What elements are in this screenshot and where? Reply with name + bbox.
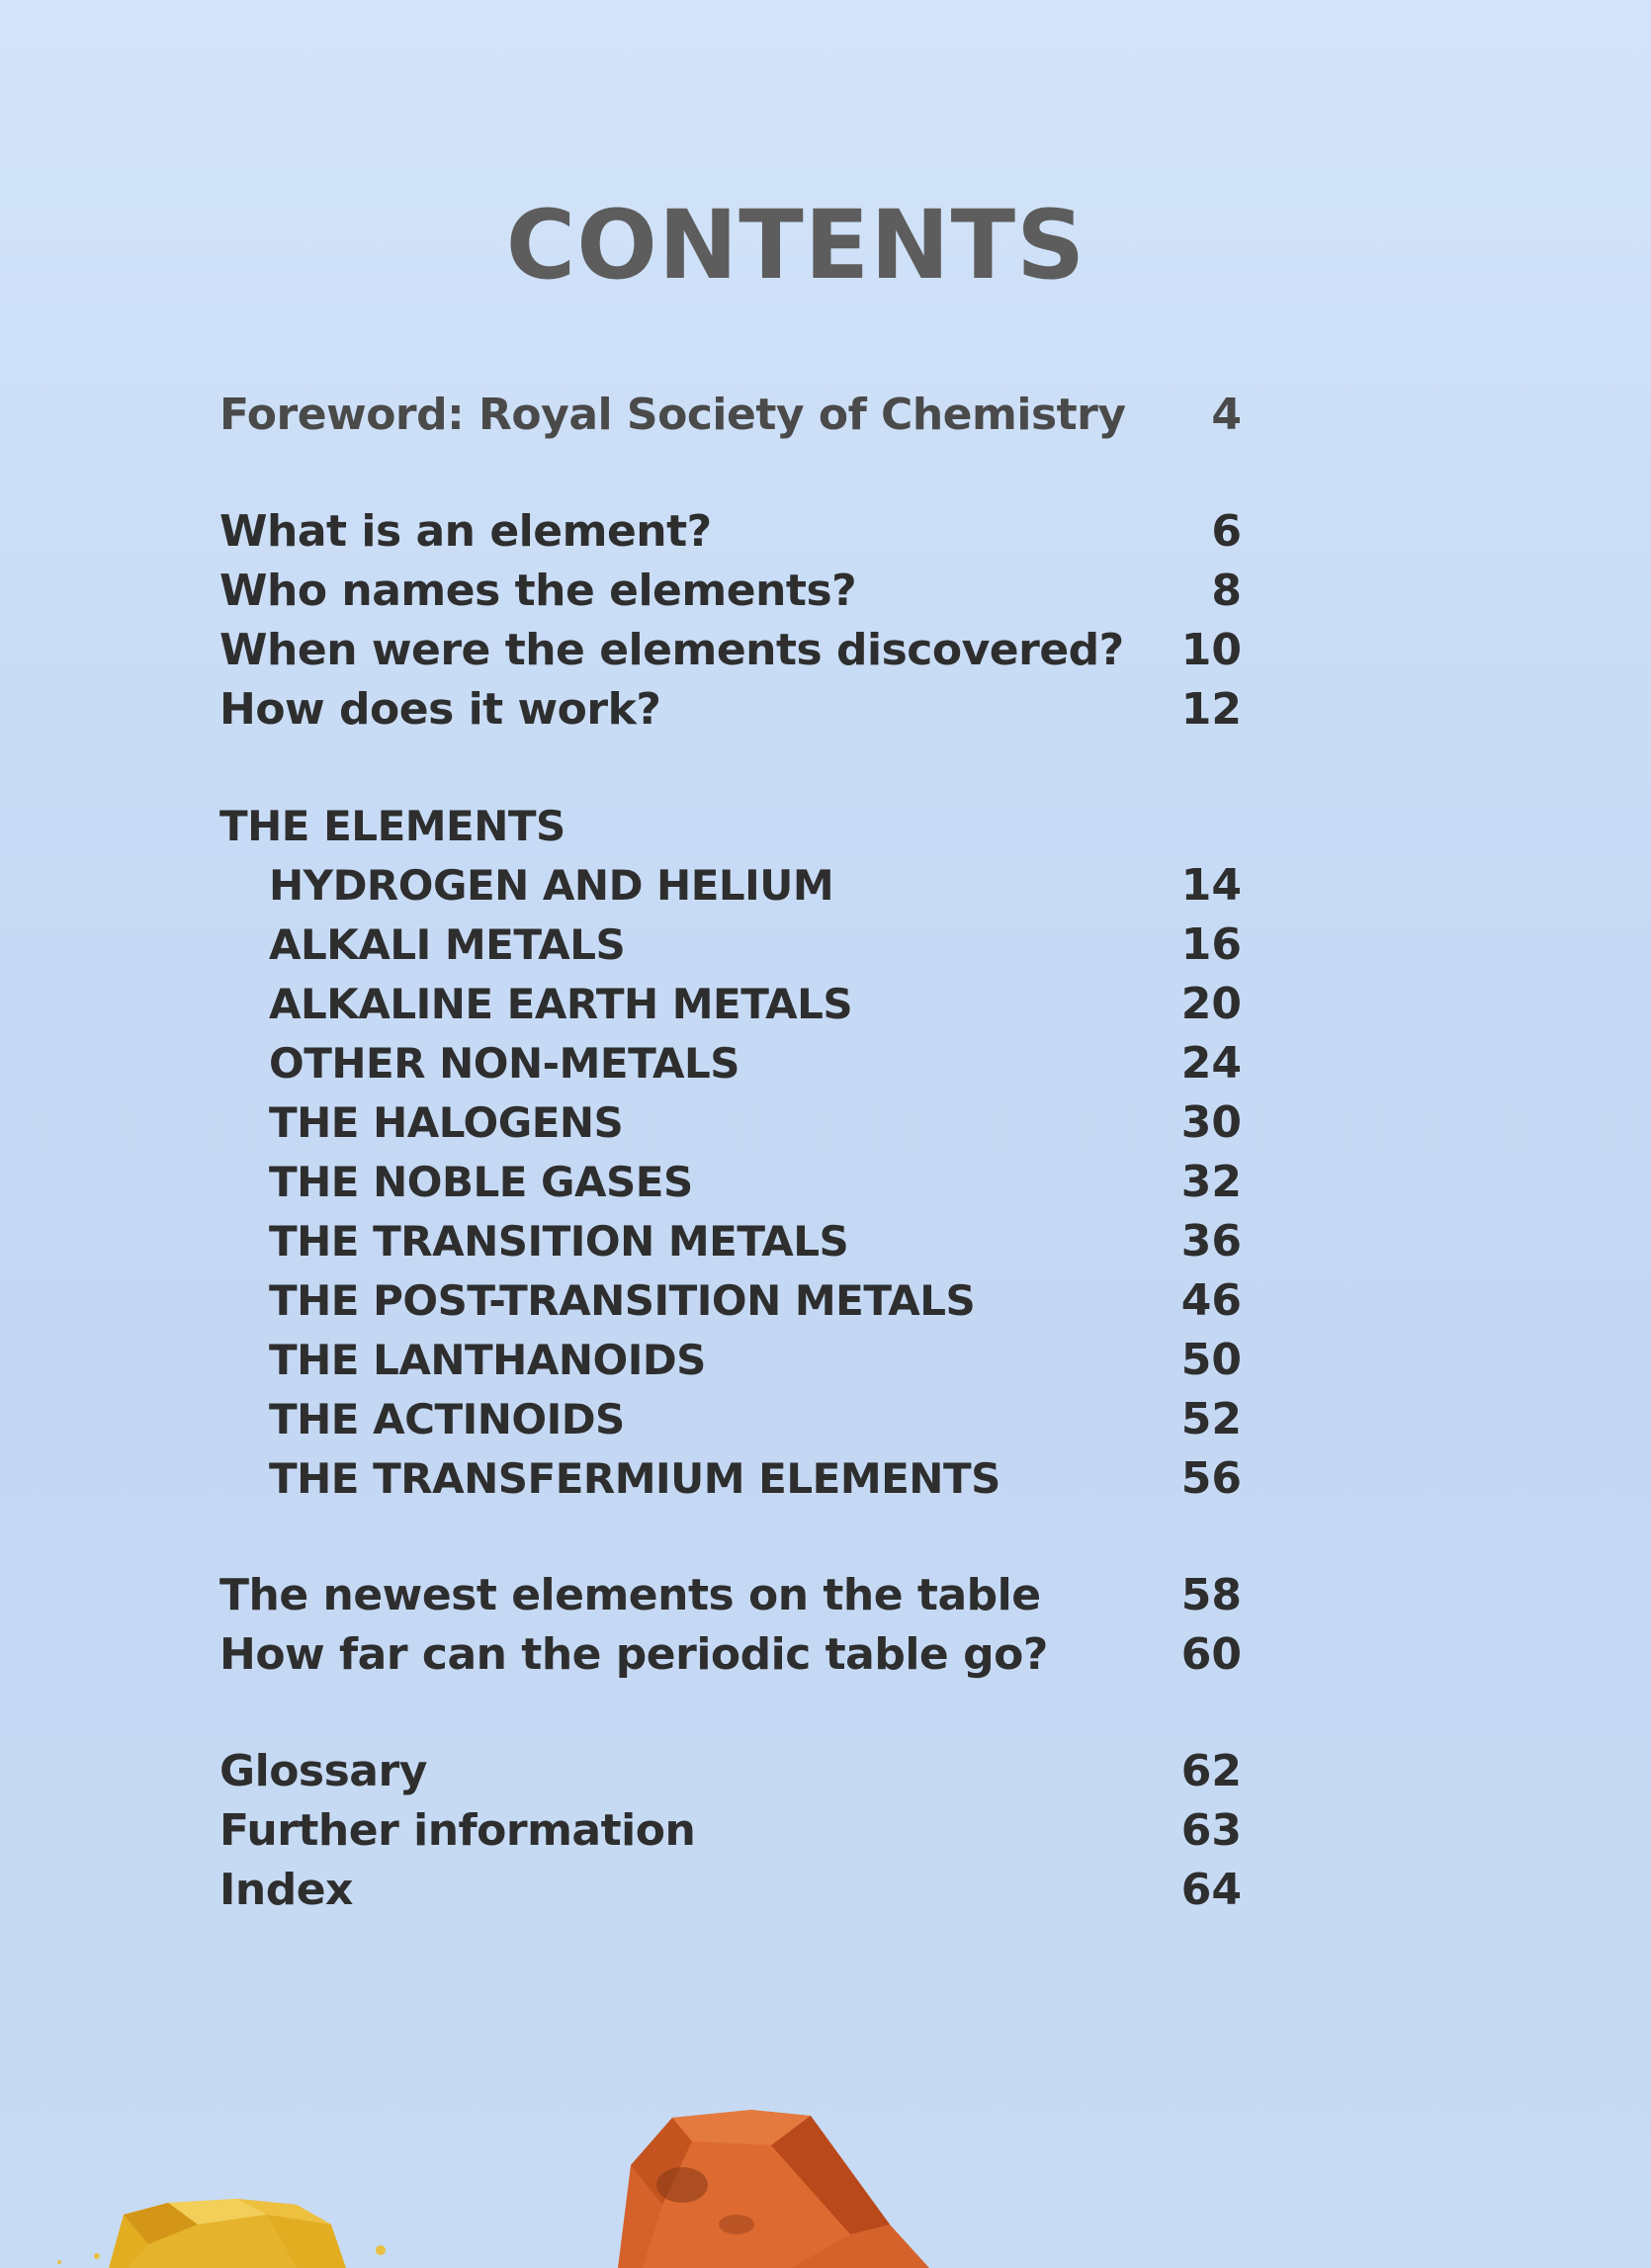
toc-entry[interactable] xyxy=(219,1742,1242,1801)
toc-entry-label: THE LANTHANOIDS xyxy=(269,1336,706,1384)
toc-entry-page: 56 xyxy=(1180,1453,1242,1504)
section-spacer xyxy=(219,445,1242,502)
toc-entry-label: THE NOBLE GASES xyxy=(269,1158,693,1206)
toc-entry-label: How far can the periodic table go? xyxy=(219,1629,1048,1680)
toc-entry[interactable] xyxy=(219,1861,1242,1920)
toc-entry-label: THE POST-TRANSITION METALS xyxy=(269,1276,976,1325)
toc-entry-page: 62 xyxy=(1180,1746,1242,1796)
toc-entry-page: 64 xyxy=(1180,1865,1242,1915)
toc-entry-label: How does it work? xyxy=(219,684,661,735)
toc-entry-page: 20 xyxy=(1180,979,1242,1029)
toc-entry[interactable] xyxy=(219,680,1242,740)
toc-entry-label: Foreword: Royal Society of Chemistry xyxy=(219,390,1126,440)
toc-entry[interactable] xyxy=(219,1801,1242,1861)
toc-entry-label: ALKALINE EARTH METALS xyxy=(269,980,853,1028)
toc-entry-page: 63 xyxy=(1180,1805,1242,1856)
toc-entry-label: THE TRANSITION METALS xyxy=(269,1217,849,1265)
toc-entry-page: 10 xyxy=(1180,625,1242,675)
toc-entry[interactable] xyxy=(219,916,1242,975)
toc-entry[interactable] xyxy=(219,1271,1242,1331)
toc-entry[interactable] xyxy=(219,1034,1242,1093)
toc-entry[interactable] xyxy=(219,1212,1242,1271)
section-heading-label: THE ELEMENTS xyxy=(219,802,565,850)
toc-entry-label: Glossary xyxy=(219,1746,427,1796)
page-title: CONTENTS xyxy=(505,190,1086,301)
toc-entry[interactable] xyxy=(219,1153,1242,1212)
toc-entry-page: 60 xyxy=(1180,1629,1242,1680)
toc-entry-page: 58 xyxy=(1180,1570,1242,1620)
toc-entry-label: THE ACTINOIDS xyxy=(269,1395,625,1443)
toc-entry-label: Index xyxy=(219,1865,353,1915)
section-heading-elements xyxy=(219,797,1242,856)
toc-entry-label: When were the elements discovered? xyxy=(219,625,1124,675)
toc-entry-label: THE TRANSFERMIUM ELEMENTS xyxy=(269,1454,1000,1503)
toc-entry-page: 16 xyxy=(1180,919,1242,970)
toc-entry-label: Who names the elements? xyxy=(219,566,857,616)
toc-entry[interactable] xyxy=(219,1625,1242,1685)
toc-entry-page: 12 xyxy=(1180,684,1242,735)
toc-entry-label: HYDROGEN AND HELIUM xyxy=(269,861,834,910)
toc-entry[interactable] xyxy=(219,856,1242,916)
toc-entry-page: 36 xyxy=(1180,1216,1242,1266)
toc-entry-page: 14 xyxy=(1180,860,1242,911)
toc-entry-page: 32 xyxy=(1180,1157,1242,1207)
toc-entry-page: 4 xyxy=(1211,390,1242,440)
toc-entry-page: 30 xyxy=(1180,1097,1242,1148)
toc-entry-label: The newest elements on the table xyxy=(219,1570,1041,1620)
table-of-contents xyxy=(219,386,1242,1920)
toc-entry-page: 52 xyxy=(1180,1394,1242,1444)
toc-entry-page: 8 xyxy=(1211,566,1242,616)
toc-entry[interactable] xyxy=(219,1331,1242,1390)
section-spacer xyxy=(219,740,1242,797)
toc-entry-page: 50 xyxy=(1180,1335,1242,1385)
toc-entry-page: 6 xyxy=(1211,506,1242,557)
toc-entry-label: What is an element? xyxy=(219,506,712,557)
toc-entry[interactable] xyxy=(219,975,1242,1034)
toc-entry-foreword[interactable] xyxy=(219,386,1242,445)
toc-entry-label: Further information xyxy=(219,1805,696,1856)
crystal-illustration xyxy=(0,2076,1651,2268)
toc-entry[interactable] xyxy=(219,1390,1242,1449)
toc-entry-label: ALKALI METALS xyxy=(269,920,626,969)
toc-entry[interactable] xyxy=(219,1449,1242,1509)
toc-entry[interactable] xyxy=(219,1093,1242,1153)
orange-crystal xyxy=(618,2110,929,2268)
toc-entry[interactable] xyxy=(219,502,1242,562)
toc-entry[interactable] xyxy=(219,621,1242,680)
toc-entry-label: OTHER NON-METALS xyxy=(269,1039,739,1088)
section-spacer xyxy=(219,1685,1242,1742)
toc-entry[interactable] xyxy=(219,562,1242,621)
toc-entry[interactable] xyxy=(219,1566,1242,1625)
toc-entry-label: THE HALOGENS xyxy=(269,1098,624,1147)
toc-entry-page: 24 xyxy=(1180,1038,1242,1089)
toc-entry-page: 46 xyxy=(1180,1275,1242,1326)
yellow-crystal xyxy=(57,2199,386,2268)
section-spacer xyxy=(219,1509,1242,1566)
